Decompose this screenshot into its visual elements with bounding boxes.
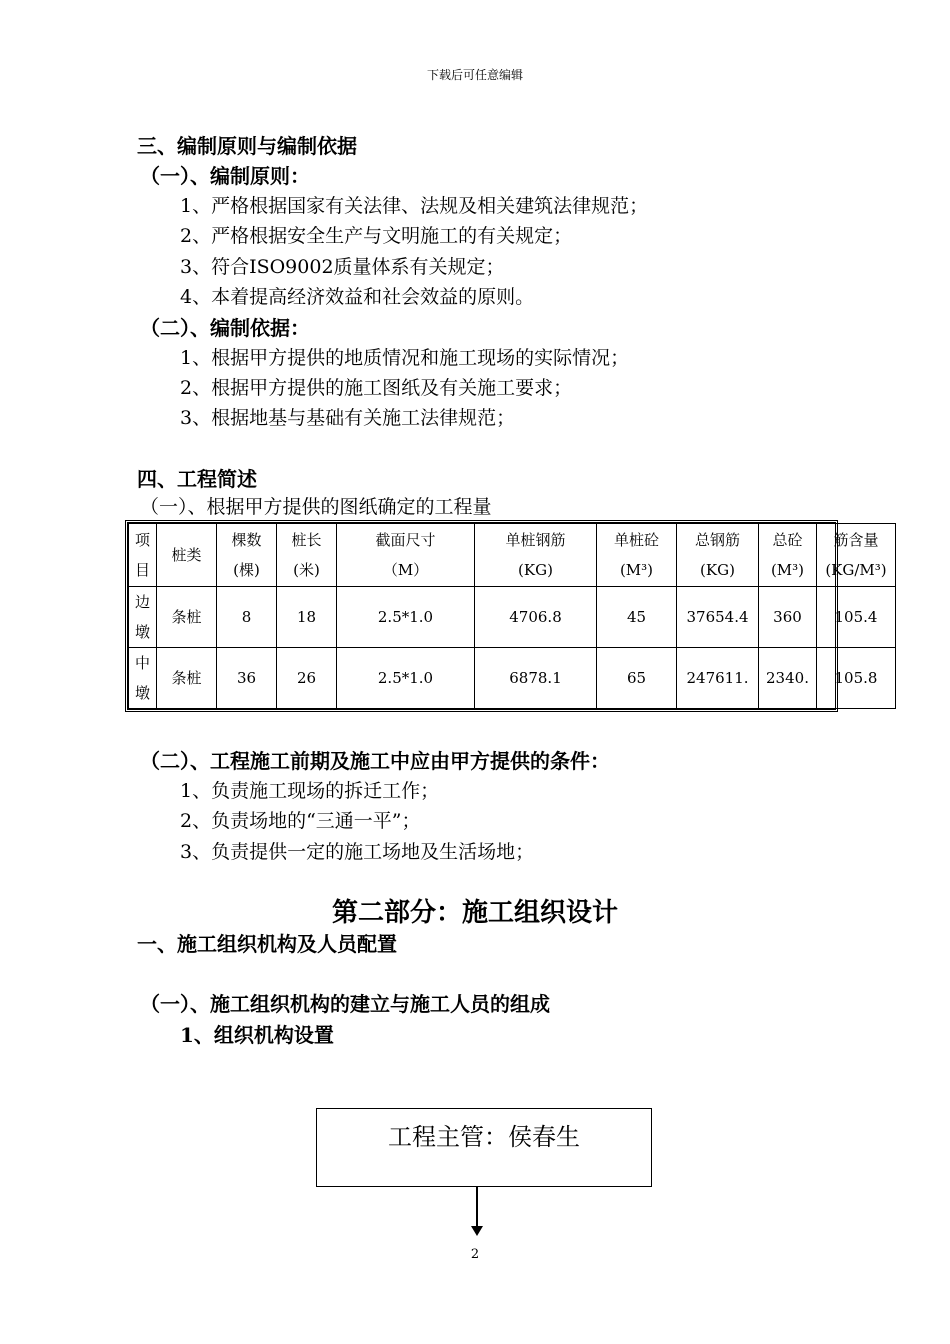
header-cell: 项 目	[129, 524, 157, 587]
header-cell: 筋含量 (KG/M³)	[817, 524, 896, 587]
table-cell: 18	[277, 587, 337, 648]
table-cell: 36	[217, 648, 277, 709]
principle-item: 3、符合ISO9002质量体系有关规定；	[180, 256, 505, 278]
condition-item: 1、负责施工现场的拆迁工作；	[180, 780, 440, 802]
header-cell: 桩类	[157, 524, 217, 587]
section-3-sub2-title: （二）、编制依据：	[140, 316, 310, 340]
table-cell: 4706.8	[475, 587, 597, 648]
table-cell: 45	[597, 587, 677, 648]
principle-item: 2、严格根据安全生产与文明施工的有关规定；	[180, 225, 573, 247]
basis-item: 2、根据甲方提供的施工图纸及有关施工要求；	[180, 377, 573, 399]
principle-item: 4、本着提高经济效益和社会效益的原则。	[180, 286, 535, 308]
header-note: 下载后可任意编辑	[426, 68, 523, 82]
header-cell: 总砼 (M³)	[759, 524, 817, 587]
section-4-title: 四、工程简述	[137, 467, 257, 491]
header-cell: 桩长 (米)	[277, 524, 337, 587]
part-2-sub1-title: （一）、施工组织机构的建立与施工人员的组成	[140, 992, 550, 1016]
condition-item: 3、负责提供一定的施工场地及生活场地；	[180, 841, 535, 863]
quantity-table	[125, 520, 887, 712]
table-cell: 8	[217, 587, 277, 648]
item-cell: 中 墩	[129, 648, 157, 709]
header-cell: 截面尺寸 （M）	[337, 524, 475, 587]
section-3-title: 三、编制原则与编制依据	[137, 134, 357, 158]
table-cell: 65	[597, 648, 677, 709]
table-cell: 105.4	[817, 587, 896, 648]
principle-item: 1、严格根据国家有关法律、法规及相关建筑法律规范；	[180, 195, 649, 217]
section-4-sub1-title: （一）、根据甲方提供的图纸确定的工程量	[140, 496, 492, 518]
arrow-down-icon	[471, 1226, 483, 1236]
basis-item: 3、根据地基与基础有关施工法律规范；	[180, 407, 516, 429]
table-cell: 360	[759, 587, 817, 648]
header-cell: 总钢筋 (KG)	[677, 524, 759, 587]
table-cell: 6878.1	[475, 648, 597, 709]
table-row	[129, 648, 896, 709]
table-cell: 26	[277, 648, 337, 709]
table-cell: 105.8	[817, 648, 896, 709]
org-chart-connector	[476, 1187, 478, 1227]
table-cell: 37654.4	[677, 587, 759, 648]
table-cell: 2340.	[759, 648, 817, 709]
header-cell: 单桩砼 (M³)	[597, 524, 677, 587]
section-4-sub2-title: （二）、工程施工前期及施工中应由甲方提供的条件：	[140, 749, 610, 773]
section-3-sub1-title: （一）、编制原则：	[140, 164, 310, 188]
table-cell: 条桩	[157, 648, 217, 709]
table-cell: 2.5*1.0	[337, 587, 475, 648]
table-cell: 条桩	[157, 587, 217, 648]
item-cell: 边 墩	[129, 587, 157, 648]
table-row	[129, 587, 896, 648]
table-cell: 247611.	[677, 648, 759, 709]
header-cell: 单桩钢筋 (KG)	[475, 524, 597, 587]
part-2-section-1-title: 一、施工组织机构及人员配置	[137, 932, 397, 956]
org-setup-title: 1、组织机构设置	[180, 1023, 334, 1047]
condition-item: 2、负责场地的“三通一平”；	[180, 810, 421, 832]
org-chart-box-manager	[316, 1108, 652, 1187]
org-box-label: 工程主管：侯春生	[388, 1123, 580, 1151]
basis-item: 1、根据甲方提供的地质情况和施工现场的实际情况；	[180, 347, 630, 369]
table-header-row	[129, 524, 896, 587]
table-cell: 2.5*1.0	[337, 648, 475, 709]
page-number: 2	[470, 1247, 480, 1262]
header-cell: 棵数 (棵)	[217, 524, 277, 587]
part-2-title: 第二部分：施工组织设计	[331, 898, 618, 928]
